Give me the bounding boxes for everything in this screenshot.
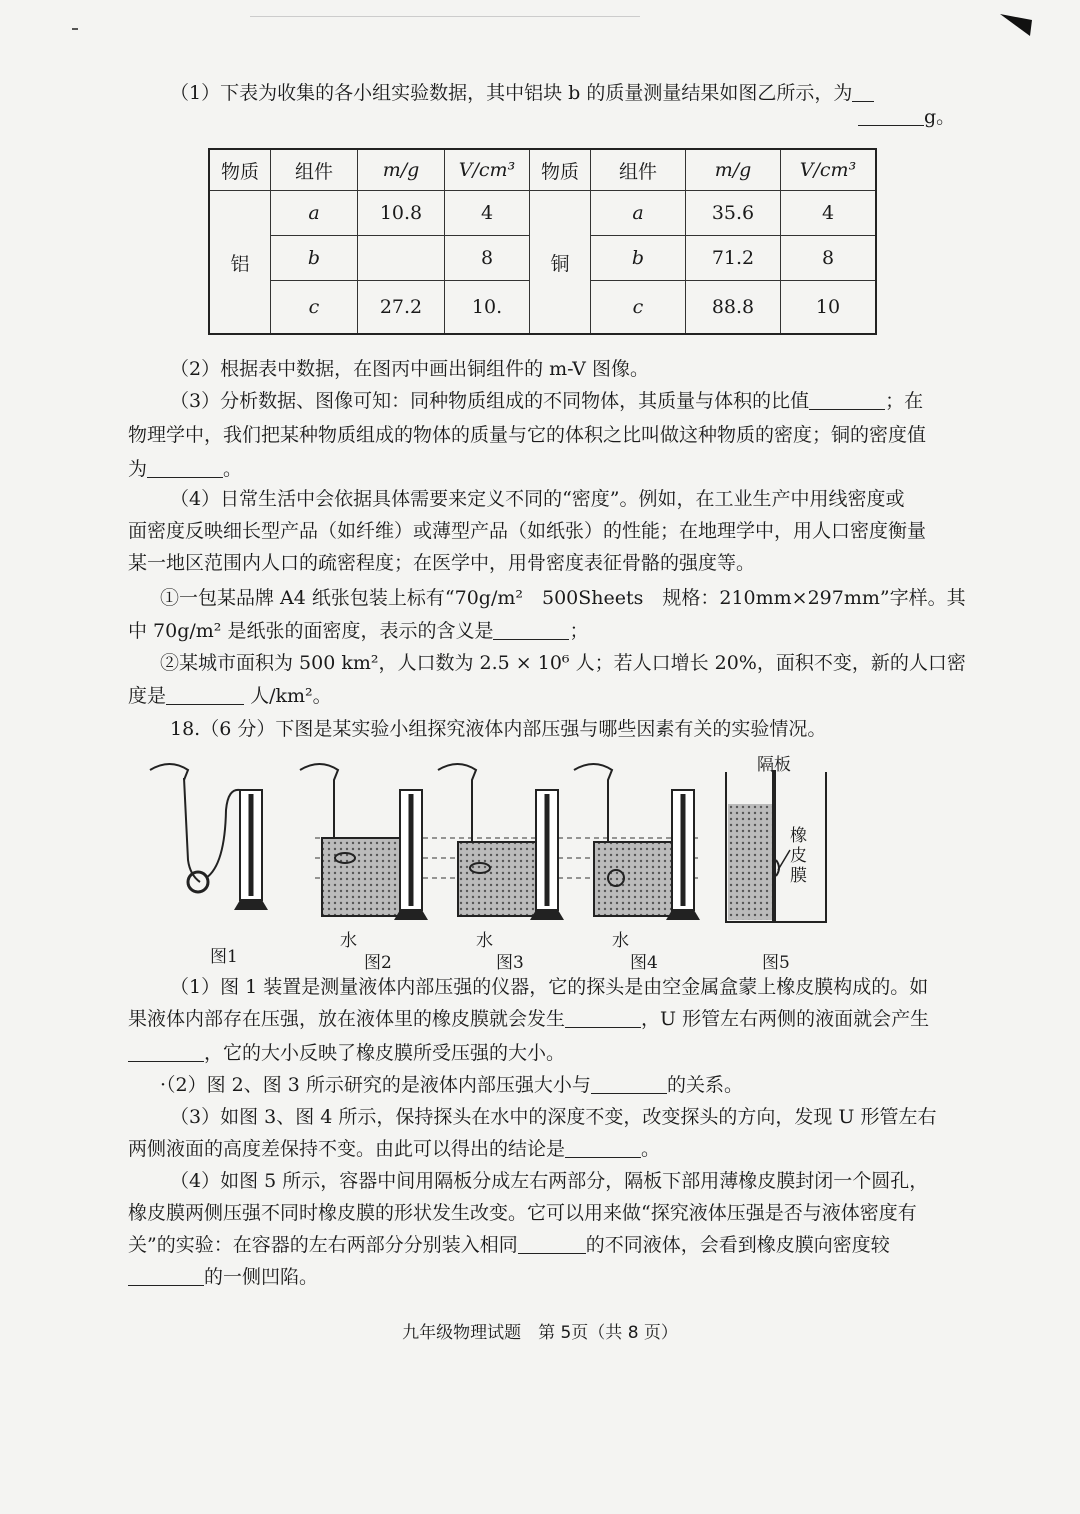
table-cell: c — [271, 281, 358, 335]
q18-p3-line1: （3）如图 3、图 4 所示，保持探头在水中的深度不变，改变探头的方向，发现 U 形管左右 — [170, 1106, 937, 1128]
q17-p4-2-line2 — [128, 683, 332, 709]
q17-p1-line2 — [858, 104, 955, 130]
table-cell: 35.6 — [686, 191, 781, 236]
q18-p1-text-b: 果液体内部存在压强，放在液体里的橡皮膜就会发生 — [128, 1008, 566, 1030]
table-cell: 8 — [445, 236, 530, 281]
fig2-beaker — [300, 764, 428, 920]
page-footer: 九年级物理试题 第 5页（共 8 页） — [402, 1323, 678, 1343]
q18-p1-text-d: ，它的大小反映了橡皮膜所受压强的大小。 — [204, 1042, 566, 1064]
q17-p4-line1: （4）日常生活中会依据具体需要来定义不同的“密度”。例如，在工业生产中用线密度或 — [170, 488, 905, 510]
table-header-row — [209, 149, 876, 191]
q18-p1-line2 — [128, 1006, 929, 1032]
table-cell: 4 — [781, 191, 877, 236]
table-cell: 10 — [781, 281, 877, 335]
table-header: 物质 — [530, 149, 591, 191]
q17-p4-line3: 某一地区范围内人口的疏密程度；在医学中，用骨密度表征骨骼的强度等。 — [128, 552, 756, 574]
fig4-beaker — [574, 764, 700, 920]
table-cell: 10. — [445, 281, 530, 335]
table-cell: a — [271, 191, 358, 236]
table-cell-empty — [358, 236, 445, 281]
q18-p4-line4 — [128, 1264, 318, 1290]
fig1-label: 图1 — [210, 947, 238, 967]
q18-p4-line2: 橡皮膜两侧压强不同时橡皮膜的形状发生改变。它可以用来做“探究液体压强是否与液体密度有 — [128, 1202, 917, 1224]
table-cell: 4 — [445, 191, 530, 236]
q17-p4-1-blank[interactable] — [493, 619, 569, 640]
q18-p4-text-c: 关”的实验：在容器的左右两部分分别装入相同 — [128, 1234, 518, 1256]
q17-p4-1-text: 中 70g/m² 是纸张的面密度，表示的含义是 — [128, 620, 494, 642]
table-header: 物质 — [209, 149, 271, 191]
table-cell: 10.8 — [358, 191, 445, 236]
q18-p3-line2 — [128, 1136, 660, 1162]
q17-p3-text-b: ；在 — [885, 390, 924, 412]
table-cell: 27.2 — [358, 281, 445, 335]
q17-p3-text-e: 。 — [223, 458, 243, 480]
q18-p2 — [160, 1072, 743, 1098]
q17-p2: （2）根据表中数据，在图丙中画出铜组件的 m-V 图像。 — [170, 358, 649, 380]
table-cell: b — [271, 236, 358, 281]
table-cell: 71.2 — [686, 236, 781, 281]
table-header: 组件 — [591, 149, 686, 191]
q18-p4-line1: （4）如图 5 所示，容器中间用隔板分成左右两部分，隔板下部用薄橡皮膜封闭一个圆孔， — [170, 1170, 929, 1192]
table-cell: a — [591, 191, 686, 236]
table-header: V/cm³ — [781, 149, 877, 191]
table-header: m/g — [358, 149, 445, 191]
q17-p4-2-text: 度是 — [128, 685, 167, 707]
table-row — [209, 191, 876, 236]
fig5-container — [726, 770, 826, 922]
q17-p4-2-unit: 人/km²。 — [250, 685, 332, 707]
table-cell-material-cu: 铜 — [530, 191, 591, 335]
fig2-label: 图2 — [364, 953, 392, 973]
q17-p4-2-line1: ②某城市面积为 500 km²，人口数为 2.5 × 10⁶ 人；若人口增长 20%，面积不变，新的人口密 — [160, 652, 966, 674]
q17-p3-blank1[interactable] — [809, 389, 885, 410]
membrane-label: 橡皮膜 — [790, 826, 807, 886]
q17-p4-2-blank[interactable] — [166, 684, 244, 705]
partition-label: 隔板 — [757, 755, 791, 775]
q18-p1-text-c: ，U 形管左右两侧的液面就会产生 — [641, 1008, 930, 1030]
q17-p4-line2: 面密度反映细长型产品（如纤维）或薄型产品（如纸张）的性能；在地理学中，用人口密度衡量 — [128, 520, 927, 542]
table-cell: 8 — [781, 236, 877, 281]
q18-p1-line3 — [128, 1040, 565, 1066]
q18-title: 18.（6 分）下图是某实验小组探究液体内部压强与哪些因素有关的实验情况。 — [170, 718, 827, 740]
q17-p4-1-line2 — [128, 618, 588, 644]
q18-p4-text-d: 的不同液体，会看到橡皮膜向密度较 — [585, 1234, 890, 1256]
q18-p1-line1: （1）图 1 装置是测量液体内部压强的仪器，它的探头是由空金属盒蒙上橡皮膜构成的。如 — [170, 976, 929, 998]
q18-p1-blank1[interactable] — [565, 1007, 641, 1028]
fig1-gauge — [150, 764, 268, 910]
q17-p1-unit: g。 — [924, 106, 956, 128]
table-cell: c — [591, 281, 686, 335]
q18-p3-blank[interactable] — [565, 1137, 641, 1158]
q18-p2-text-b: 的关系。 — [666, 1074, 743, 1096]
q18-p3-text-c: 。 — [641, 1138, 661, 1160]
table-header: V/cm³ — [445, 149, 530, 191]
q17-p3-line3 — [128, 456, 242, 482]
table-header: m/g — [686, 149, 781, 191]
water-label-3: 水 — [476, 931, 493, 951]
table-header: 组件 — [271, 149, 358, 191]
figure-group — [140, 750, 840, 973]
fig5-label: 图5 — [762, 953, 790, 973]
q18-p2-text: ·（2）图 2、图 3 所示研究的是液体内部压强大小与 — [160, 1074, 591, 1096]
q17-p1-blank[interactable] — [858, 105, 924, 126]
q18-p4-line3 — [128, 1232, 890, 1258]
q18-p4-blank1[interactable] — [518, 1233, 586, 1254]
q17-p3-line1 — [170, 388, 923, 414]
corner-mark-icon — [1000, 14, 1032, 36]
q17-p3-text: （3）分析数据、图像可知：同种物质组成的不同物体，其质量与体积的比值 — [170, 390, 810, 412]
q18-p3-text-b: 两侧液面的高度差保持不变。由此可以得出的结论是 — [128, 1138, 566, 1160]
fig3-label: 图3 — [496, 953, 524, 973]
q17-p1-blank-start[interactable] — [852, 81, 874, 102]
fig4-label: 图4 — [630, 953, 658, 973]
scan-line — [250, 16, 640, 17]
q17-p3-blank2[interactable] — [147, 457, 223, 478]
q18-p1-blank2[interactable] — [128, 1041, 204, 1062]
q17-p4-1-end: ； — [569, 620, 589, 642]
q18-p2-blank[interactable] — [591, 1073, 667, 1094]
table-cell: 88.8 — [686, 281, 781, 335]
q17-p1-text: （1）下表为收集的各小组实验数据，其中铝块 b 的质量测量结果如图乙所示，为 — [170, 82, 853, 104]
q17-p4-1-line1: ①一包某品牌 A4 纸张包装上标有“70g/m² 500Sheets 规格：210mm×297mm”字样。其 — [160, 587, 966, 609]
scan-mark — [72, 28, 78, 30]
table-cell-material-al: 铝 — [209, 191, 271, 335]
table-cell: b — [591, 236, 686, 281]
q18-p4-text-e: 的一侧凹陷。 — [204, 1266, 319, 1288]
water-label-2: 水 — [340, 931, 357, 951]
data-table — [208, 148, 877, 335]
q17-p1-line1 — [170, 80, 874, 106]
q17-p3-line2: 物理学中，我们把某种物质组成的物体的质量与它的体积之比叫做这种物质的密度；铜的密度值 — [128, 424, 927, 446]
q18-p4-blank2[interactable] — [128, 1265, 204, 1286]
water-label-4: 水 — [612, 931, 629, 951]
q17-p3-text-d: 为 — [128, 458, 148, 480]
fig3-beaker — [438, 764, 564, 920]
